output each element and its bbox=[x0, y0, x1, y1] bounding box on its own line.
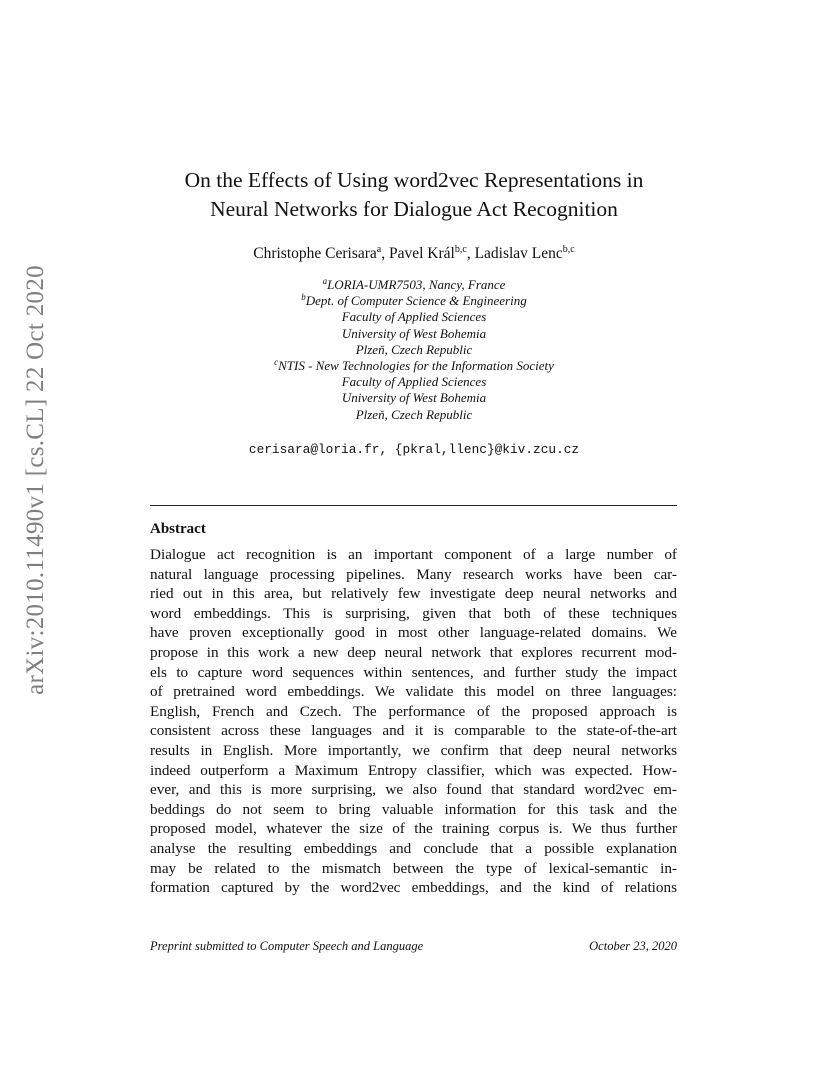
abstract-line: indeed outperform a Maximum Entropy classifier, which was expected. How- bbox=[150, 761, 677, 779]
author-separator: , bbox=[466, 245, 475, 262]
abstract-line: ever, and this is more surprising, we also found that standard word2vec em- bbox=[150, 781, 677, 799]
author-name: Pavel Král bbox=[389, 245, 455, 262]
affiliation-text: Plzeň, Czech Republic bbox=[355, 406, 473, 422]
author-list bbox=[100, 244, 728, 264]
abstract-line: of pretrained word embeddings. We validate this model on three languages: bbox=[150, 683, 677, 701]
affiliation-line bbox=[100, 358, 728, 374]
abstract-line: have proven exceptionally good in most other language-related domains. We bbox=[150, 624, 677, 642]
title-line-2: Neural Networks for Dialogue Act Recognition bbox=[210, 197, 618, 221]
affiliation-line bbox=[100, 309, 728, 325]
paper-title bbox=[100, 166, 728, 224]
abstract-line: natural language processing pipelines. Many research works have been car- bbox=[150, 565, 677, 583]
affiliation-text: Plzeň, Czech Republic bbox=[355, 341, 473, 357]
affiliation-line bbox=[100, 326, 728, 342]
abstract-line: beddings do not seem to bring valuable information for this task and the bbox=[150, 800, 677, 818]
affiliation-mark: b bbox=[301, 292, 306, 303]
affiliation-line bbox=[100, 390, 728, 406]
affiliation-line bbox=[100, 374, 728, 390]
author-affiliation-mark: a bbox=[376, 244, 382, 255]
affiliation-text: University of West Bohemia bbox=[341, 325, 487, 341]
affiliation-block bbox=[100, 277, 728, 423]
affiliation-line bbox=[100, 407, 728, 423]
affiliation-text: Faculty of Applied Sciences bbox=[341, 374, 487, 390]
affiliation-line bbox=[100, 293, 728, 309]
author-separator: , bbox=[381, 245, 389, 262]
abstract-line: ried out in this area, but relatively few investigate deep neural networks and bbox=[150, 585, 677, 603]
abstract-body bbox=[150, 545, 677, 898]
affiliation-text: Dept. of Computer Science & Engineering bbox=[305, 293, 527, 309]
author-emails: cerisara@loria.fr, {pkral,llenc}@kiv.zcu.cz bbox=[248, 442, 580, 457]
abstract-line: analyse the resulting embeddings and conclude that a possible explanation bbox=[150, 839, 677, 857]
affiliation-mark: a bbox=[322, 276, 328, 286]
footer-date: October 23, 2020 bbox=[589, 939, 677, 953]
abstract-line: may be related to the mismatch between the type of lexical-semantic in- bbox=[150, 859, 677, 877]
abstract-line: formation captured by the word2vec embeddings, and the kind of relations bbox=[150, 879, 677, 897]
affiliation-line bbox=[100, 277, 728, 293]
abstract-line: word embeddings. This is surprising, given that both of these techniques bbox=[150, 604, 677, 622]
author-affiliation-mark: b,c bbox=[454, 244, 467, 255]
abstract-line: els to capture word sequences within sentences, and further study the impact bbox=[150, 663, 677, 681]
affiliation-mark: c bbox=[274, 357, 279, 368]
abstract-line: results in English. More importantly, we confirm that deep neural networks bbox=[150, 741, 677, 759]
abstract-heading: Abstract bbox=[150, 521, 206, 537]
author-affiliation-mark: b,c bbox=[562, 244, 575, 255]
author-name: Christophe Cerisara bbox=[253, 245, 377, 262]
affiliation-text: LORIA-UMR7503, Nancy, France bbox=[327, 277, 506, 292]
abstract-line: propose in this work a new deep neural network that explores recurrent mod- bbox=[150, 643, 677, 661]
footer-submission-note: Preprint submitted to Computer Speech and Language bbox=[150, 939, 424, 953]
affiliation-text: Faculty of Applied Sciences bbox=[341, 309, 487, 325]
section-divider bbox=[150, 505, 677, 506]
arxiv-identifier-stamp: arXiv:2010.11490v1 [cs.CL] 22 Oct 2020 bbox=[22, 265, 49, 695]
affiliation-line bbox=[100, 342, 728, 358]
title-line-1: On the Effects of Using word2vec Representations in bbox=[184, 168, 644, 192]
abstract-line: Dialogue act recognition is an important component of a large number of bbox=[150, 546, 677, 563]
abstract-line: consistent across these languages and it is comparable to the state-of-the-art bbox=[150, 722, 677, 740]
author-name: Ladislav Lenc bbox=[474, 245, 563, 262]
abstract-line: proposed model, whatever the size of the training corpus is. We thus further bbox=[150, 820, 677, 838]
abstract-line: English, French and Czech. The performance of the proposed approach is bbox=[150, 702, 677, 720]
affiliation-text: University of West Bohemia bbox=[341, 390, 487, 406]
affiliation-text: NTIS - New Technologies for the Information Society bbox=[278, 358, 554, 374]
